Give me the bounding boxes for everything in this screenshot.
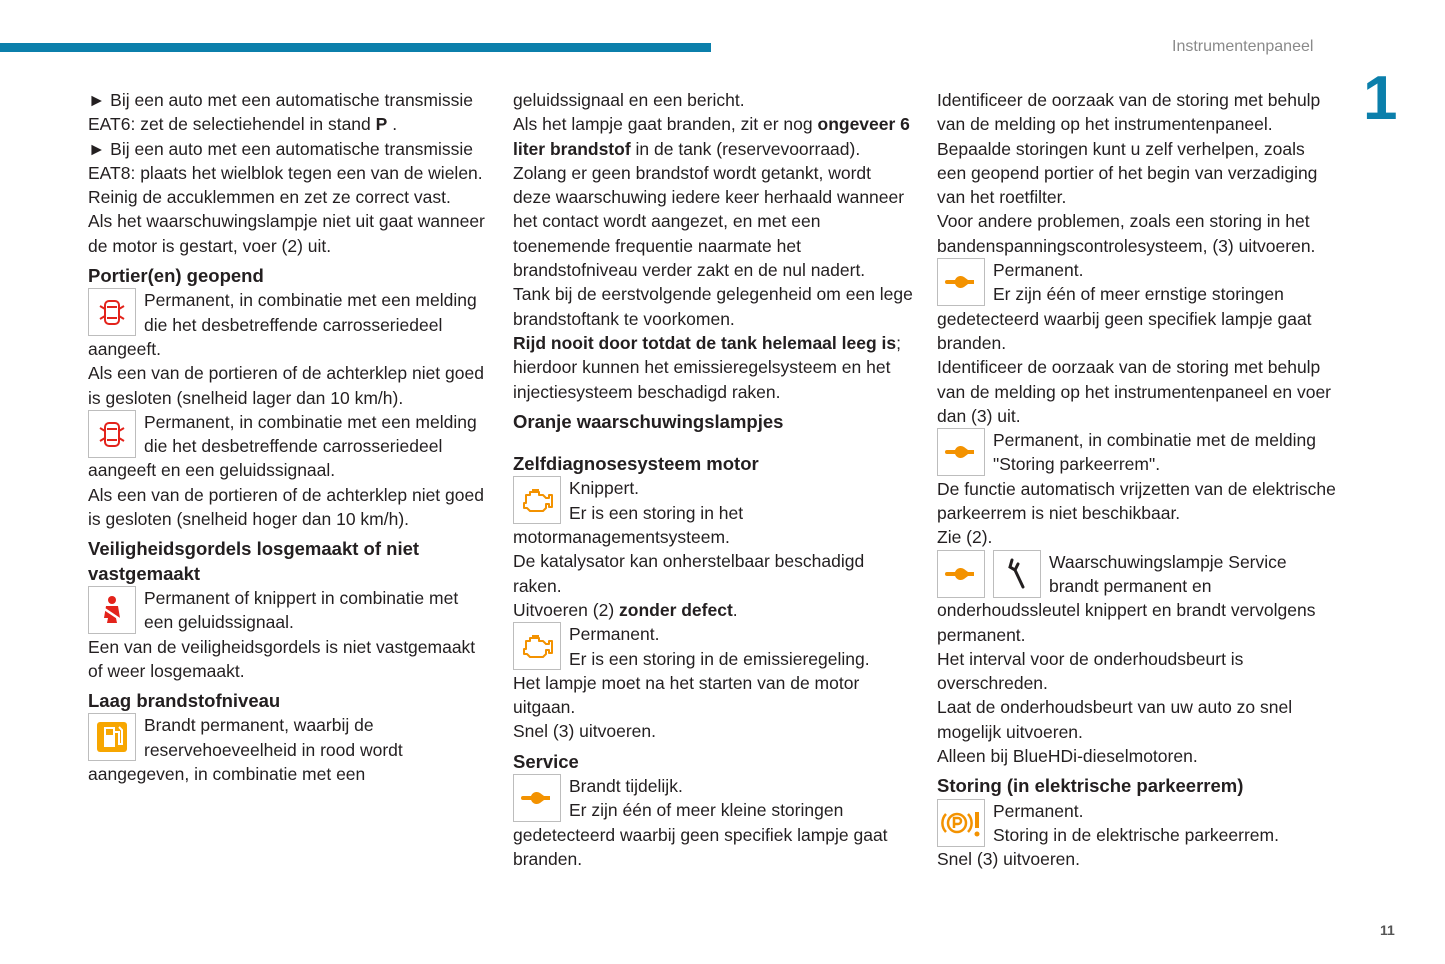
paragraph: Tank bij de eerstvolgende gelegenheid om een lege brandstoftank te voorkomen. [513, 284, 913, 329]
paragraph: Als het lampje gaat branden, zit er nog ongeveer 6 liter brandstof in de tank (reservevoorraad). [513, 114, 910, 159]
maintenance-spanner-icon [993, 550, 1041, 598]
engine-check-icon [513, 476, 561, 524]
paragraph: Brandt tijdelijk. [569, 776, 683, 797]
paragraph: De katalysator kan onherstelbaar beschadigd raken. [513, 551, 865, 596]
paragraph: Identificeer de oorzaak van de storing met behulp van de melding op het instrumentenpaneel. [937, 90, 1321, 135]
paragraph: Als een van de portieren of de achterklep niet goed is gesloten (snelheid hoger dan 10 km/h). [88, 484, 484, 530]
chapter-number: 1 [1363, 64, 1398, 133]
section-title: Instrumentenpaneel [1172, 38, 1314, 55]
paragraph: Rijd nooit door totdat de tank helemaal leeg is; hierdoor kunnen het emissieregelsysteem en het injectiesysteem beschadigd raken. [513, 332, 901, 402]
paragraph: Zie (2). [937, 527, 993, 548]
paragraph: Als het waarschuwingslampje niet uit gaat wanneer de motor is gestart, voer (2) uit. [88, 211, 485, 256]
paragraph: Zolang er geen brandstof wordt getankt, wordt deze waarschuwing iedere keer herhaald wanneer het contact wordt aangezet, en met een toenemende frequentie naarmate het brandstofniveau verder zakt en de nul nadert. [513, 162, 905, 281]
service-wrench-icon [937, 428, 985, 476]
paragraph: Permanent. [993, 260, 1084, 281]
door-open-warning-icon [88, 288, 136, 336]
paragraph: Een van de veiligheidsgordels is niet vastgemaakt of weer losgemaakt. [88, 636, 476, 681]
service-wrench-icon [937, 258, 985, 306]
heading-parking-brake: Storing (in elektrische parkeerrem) [937, 775, 1244, 797]
paragraph: ► Bij een auto met een automatische transmissie EAT6: zet de selectiehendel in stand P . [88, 90, 474, 135]
column-1 [88, 88, 488, 786]
fuel-level-warning-icon [88, 713, 136, 761]
column-3 [937, 88, 1337, 872]
paragraph: Permanent, in combinatie met de melding "Storing parkeerrem". [993, 430, 1316, 475]
paragraph: Permanent, in combinatie met een melding die het desbetreffende carrosseriedeel aangeeft en een geluidssignaal. [88, 411, 477, 481]
paragraph: Bepaalde storingen kunt u zelf verhelpen, zoals een geopend portier of het begin van verzadiging van het roetfilter. [937, 138, 1318, 208]
paragraph: Reinig de accuklemmen en zet ze correct vast. [88, 187, 451, 208]
engine-check-icon [513, 622, 561, 670]
heading-selfdiagnosis: Zelfdiagnosesysteem motor [513, 453, 759, 475]
paragraph: Permanent of knippert in combinatie met een geluidssignaal. [144, 587, 459, 633]
heading-fuel: Laag brandstofniveau [88, 690, 281, 712]
paragraph: Er zijn één of meer ernstige storingen gedetecteerd waarbij geen specifiek lampje gaat branden. [937, 284, 1312, 353]
paragraph: Storing in de elektrische parkeerrem. [993, 824, 1279, 845]
paragraph: Voor andere problemen, zoals een storing in het bandenspanningscontrolesysteem, (3) uitvoeren. [937, 211, 1316, 256]
paragraph: Laat de onderhoudsbeurt van uw auto zo snel mogelijk uitvoeren. [937, 697, 1293, 742]
heading-orange-lamps: Oranje waarschuwingslampjes [513, 410, 784, 432]
paragraph: Identificeer de oorzaak van de storing met behulp van de melding op het instrumentenpaneel en voer dan (3) uit. [937, 357, 1332, 426]
paragraph: Alleen bij BlueHDi-dieselmotoren. [937, 746, 1198, 767]
paragraph: Er is een storing in het motormanagementsysteem. [513, 502, 744, 548]
paragraph: Permanent. [569, 624, 660, 645]
page-number: 11 [1380, 922, 1395, 938]
paragraph: De functie automatisch vrijzetten van de elektrische parkeerrem is niet beschikbaar. [937, 478, 1336, 524]
service-wrench-icon [513, 774, 561, 822]
heading-seatbelts: Veiligheidsgordels losgemaakt of niet vastgemaakt [88, 538, 420, 584]
paragraph: geluidssignaal en een bericht. [513, 90, 745, 110]
seatbelt-warning-icon [88, 586, 136, 634]
paragraph: Permanent, in combinatie met een melding die het desbetreffende carrosseriedeel aangeeft. [88, 290, 477, 359]
paragraph: Het interval voor de onderhoudsbeurt is overschreden. [937, 648, 1244, 694]
paragraph: ► Bij een auto met een automatische transmissie EAT8: plaats het wielblok tegen een van de wielen. [88, 138, 483, 183]
paragraph: Uitvoeren (2) zonder defect. [513, 599, 738, 620]
paragraph: Als een van de portieren of de achterklep niet goed is gesloten (snelheid lager dan 10 km/h). [88, 363, 484, 408]
paragraph: Snel (3) uitvoeren. [513, 721, 656, 742]
heading-doors: Portier(en) geopend [88, 265, 264, 287]
header-accent-bar [0, 43, 711, 52]
paragraph: Er zijn één of meer kleine storingen gedetecteerd waarbij geen specifiek lampje gaat branden. [513, 800, 888, 869]
paragraph: Knippert. [569, 478, 640, 499]
paragraph: Permanent. [993, 800, 1084, 821]
paragraph: Brandt permanent, waarbij de reservehoeveelheid in rood wordt aangegeven, in combinatie met een [88, 715, 403, 785]
paragraph: Er is een storing in de emissieregeling. [569, 648, 870, 669]
paragraph: Snel (3) uitvoeren. [937, 849, 1080, 870]
service-wrench-icon [937, 550, 985, 598]
parking-brake-fault-icon [937, 799, 985, 847]
door-open-warning-icon [88, 410, 136, 458]
heading-service: Service [513, 750, 579, 772]
paragraph: Het lampje moet na het starten van de motor uitgaan. [513, 672, 860, 718]
paragraph: Waarschuwingslampje Service brandt permanent en onderhoudssleutel knippert en brandt vervolgens permanent. [937, 551, 1316, 645]
column-2 [513, 88, 913, 871]
